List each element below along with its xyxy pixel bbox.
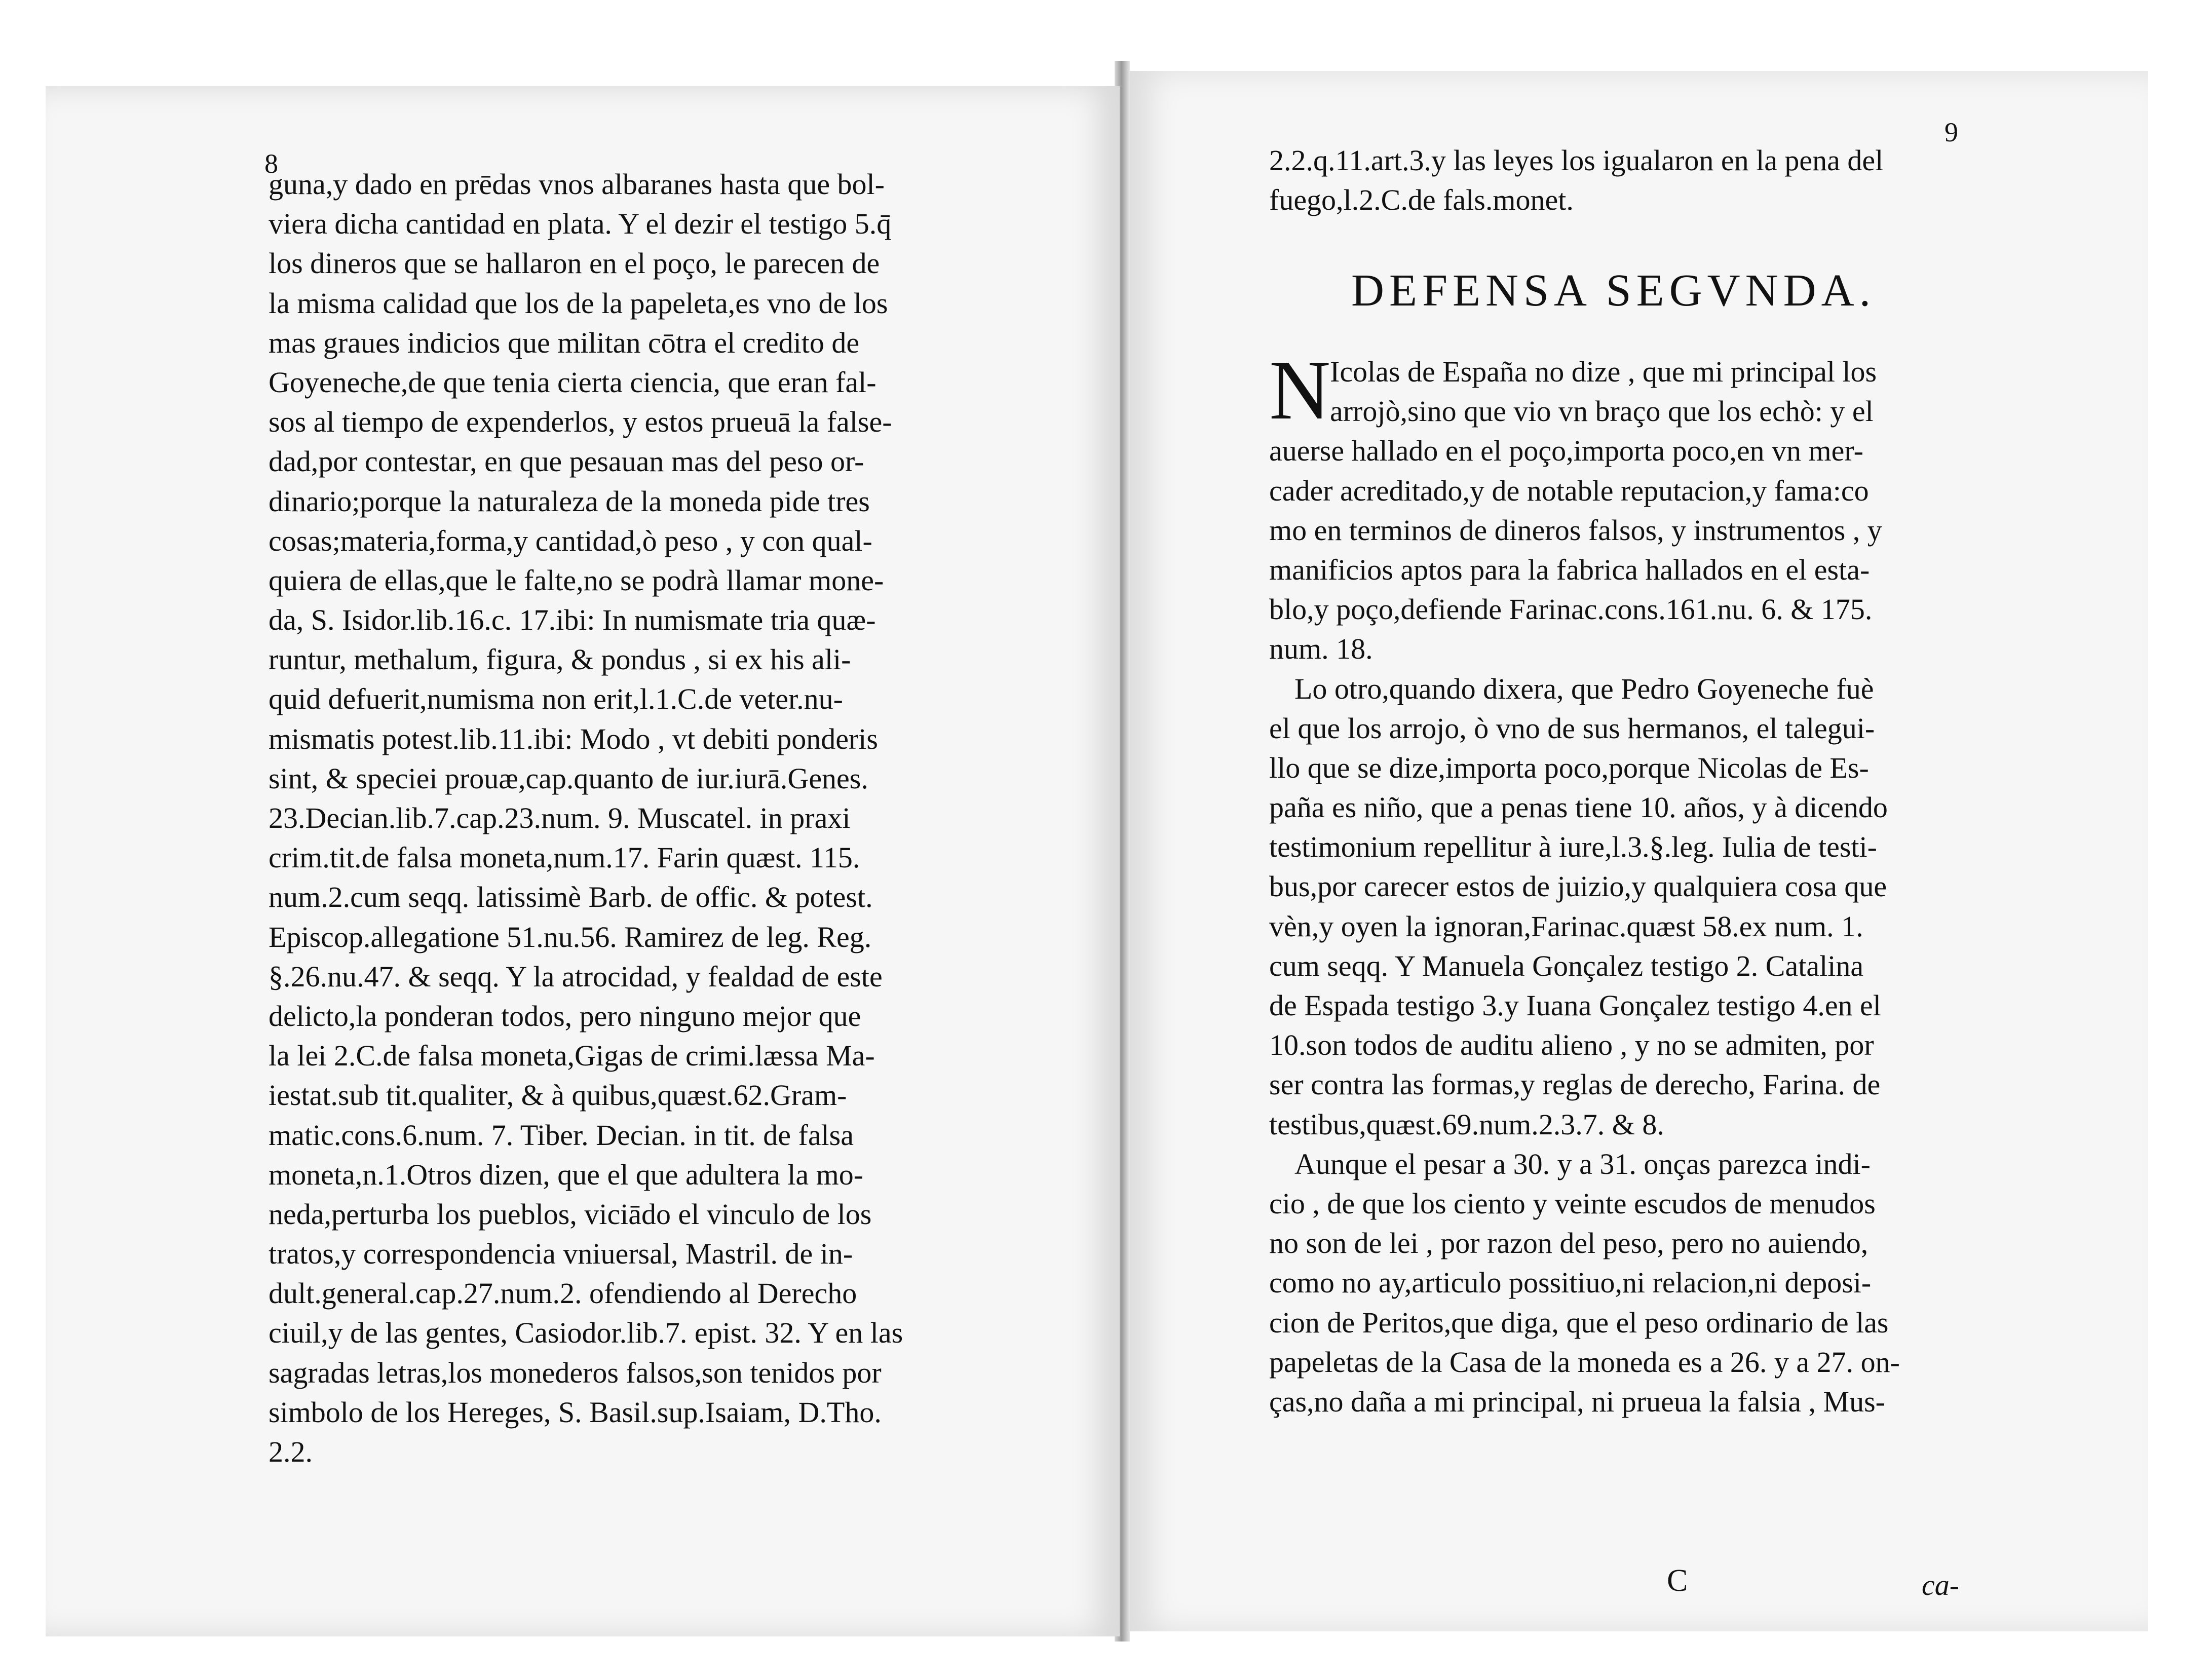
left-page-text-line: delicto,la ponderan todos, pero ninguno mejor que	[269, 999, 861, 1033]
left-page-text-line: simbolo de los Hereges, S. Basil.sup.Isaiam, D.Tho.	[269, 1395, 882, 1429]
right-page-text-line: cion de Peritos,que diga, que el peso ordinario de las	[1269, 1306, 1889, 1339]
left-page-text-line: crim.tit.de falsa moneta,num.17. Farin quæst. 115.	[269, 841, 860, 874]
right-page-text-line: cio , de que los ciento y veinte escudos de menudos	[1269, 1187, 1876, 1220]
left-page-text-line: moneta,n.1.Otros dizen, que el que adultera la mo-	[269, 1158, 864, 1191]
right-page-top-text-line: 2.2.q.11.art.3.y las leyes los igualaron en la pena del	[1269, 144, 1884, 177]
left-page-text-line: dad,por contestar, en que pesauan mas del peso or-	[269, 445, 864, 478]
left-page-text-line: los dineros que se hallaron en el poço, le parecen de	[269, 247, 880, 280]
left-page-text-line: quiera de ellas,que le falte,no se podrà llamar mone-	[269, 563, 884, 597]
left-page-text-line: num.2.cum seqq. latissimè Barb. de offic. & potest.	[269, 881, 873, 914]
left-page-text-line: iestat.sub tit.qualiter, & à quibus,quæst.62.Gram-	[269, 1079, 847, 1112]
right-page-text-line: papeletas de la Casa de la moneda es a 26. y a 27. on-	[1269, 1345, 1900, 1379]
right-page-text-line: paña es niño, que a penas tiene 10. años, y à dicendo	[1269, 791, 1888, 824]
left-page-text-line: dinario;porque la naturaleza de la moneda pide tres	[269, 484, 870, 518]
right-page-text-line: Aunque el pesar a 30. y a 31. onças parezca indi-	[1294, 1147, 1871, 1180]
left-page-text-line: guna,y dado en prēdas vnos albaranes hasta que bol-	[269, 168, 885, 201]
left-page-text-line: Episcop.allegatione 51.nu.56. Ramirez de leg. Reg.	[269, 920, 872, 953]
left-page-text-line: matic.cons.6.num. 7. Tiber. Decian. in tit. de falsa	[269, 1118, 854, 1152]
left-page-text-line: 2.2.	[269, 1435, 313, 1468]
page-number-right: 9	[1944, 117, 1958, 147]
right-page-text-line: no son de lei , por razon del peso, pero no auiendo,	[1269, 1227, 1868, 1260]
left-page-text-line: runtur, methalum, figura, & pondus , si ex his ali-	[269, 643, 851, 676]
left-page-text-line: viera dicha cantidad en plata. Y el dezir el testigo 5.q̄	[269, 207, 892, 241]
left-page-text-line: §.26.nu.47. & seqq. Y la atrocidad, y fealdad de este	[269, 960, 883, 993]
left-page-text-line: la misma calidad que los de la papeleta,es vno de los	[269, 286, 888, 320]
left-page-text-line: neda,perturba los pueblos, viciādo el vinculo de los	[269, 1197, 872, 1231]
left-page-text-line: mismatis potest.lib.11.ibi: Modo , vt debiti ponderis	[269, 722, 878, 755]
right-top-text-block	[1269, 141, 1883, 220]
right-text-block	[1269, 343, 1900, 1422]
left-page-text-line: 23.Decian.lib.7.cap.23.num. 9. Muscatel. in praxi	[269, 801, 851, 834]
right-page-text-line: Icolas de España no dize , que mi principal los	[1330, 355, 1877, 388]
left-page-text-line: tratos,y correspondencia vniuersal, Mastril. de in-	[269, 1237, 853, 1271]
right-page-text-line: 10.son todos de auditu alieno , y no se admiten, por	[1269, 1028, 1874, 1062]
right-page-text-line: vèn,y oyen la ignoran,Farinac.quæst 58.ex num. 1.	[1269, 909, 1863, 943]
right-page-text-line: num. 18.	[1269, 632, 1373, 666]
left-text-block	[269, 165, 903, 1472]
left-page-text-line: cosas;materia,forma,y cantidad,ò peso , y con qual-	[269, 524, 872, 557]
catchword: ca-	[1922, 1569, 1960, 1601]
drop-cap: N	[1269, 343, 1331, 437]
right-page-text-line: llo que se dize,importa poco,porque Nicolas de Es-	[1269, 751, 1869, 784]
left-page-text-line: ciuil,y de las gentes, Casiodor.lib.7. epist. 32. Y en las	[269, 1316, 903, 1350]
page-number-left: 8	[264, 148, 278, 179]
right-page-text-line: bus,por carecer estos de juizio,y qualquiera cosa que	[1269, 870, 1887, 903]
right-page-text-line: cader acreditado,y de notable reputacion,y fama:co	[1269, 474, 1869, 507]
left-page-text-line: sagradas letras,los monederos falsos,son tenidos por	[269, 1356, 882, 1389]
right-page-text-line: testimonium repellitur à iure,l.3.§.leg. Iulia de testi-	[1269, 830, 1877, 864]
left-page-text-line: mas graues indicios que militan cōtra el credito de	[269, 326, 860, 359]
left-page-text-line: quid defuerit,numisma non erit,l.1.C.de veter.nu-	[269, 682, 843, 716]
right-page-text-line: Lo otro,quando dixera, que Pedro Goyeneche fuè	[1294, 672, 1874, 705]
left-page-text-line: Goyeneche,de que tenia cierta ciencia, que eran fal-	[269, 365, 876, 399]
right-page-text-line: ser contra las formas,y reglas de derecho, Farina. de	[1269, 1068, 1881, 1101]
right-page-text-line: como no ay,articulo possitiuo,ni relacion,ni deposi-	[1269, 1266, 1872, 1300]
left-page-text-line: la lei 2.C.de falsa moneta,Gigas de crimi.læssa Ma-	[269, 1039, 875, 1073]
right-page-text-line: auerse hallado en el poço,importa poco,en vn mer-	[1269, 434, 1863, 468]
right-page-text-line: arrojò,sino que vio vn braço que los echò: y el	[1330, 395, 1874, 428]
signature-mark: C	[1667, 1563, 1688, 1598]
right-page-text-line: manificios aptos para la fabrica hallados en el esta-	[1269, 553, 1870, 586]
right-page-text-line: testibus,quæst.69.num.2.3.7. & 8.	[1269, 1108, 1664, 1141]
left-page-text-line: sint, & speciei prouæ,cap.quanto de iur.iurā.Genes.	[269, 761, 868, 795]
left-page	[46, 86, 1120, 1636]
right-page-text-line: ças,no daña a mi principal, ni prueua la falsia , Mus-	[1269, 1385, 1885, 1418]
right-page	[1130, 71, 2148, 1631]
right-page-text-line: mo en terminos de dineros falsos, y instrumentos , y	[1269, 513, 1882, 547]
right-page-text-line: el que los arrojo, ò vno de sus hermanos, el talegui-	[1269, 711, 1875, 745]
section-heading: DEFENSA SEGVNDA.	[1351, 265, 1876, 316]
left-page-text-line: da, S. Isidor.lib.16.c. 17.ibi: In numismate tria quæ-	[269, 603, 876, 637]
right-page-text-line: de Espada testigo 3.y Iuana Gonçalez testigo 4.en el	[1269, 989, 1881, 1022]
right-page-text-line: blo,y poço,defiende Farinac.cons.161.nu. 6. & 175.	[1269, 593, 1873, 626]
right-page-text-line: cum seqq. Y Manuela Gonçalez testigo 2. Catalina	[1269, 949, 1864, 982]
left-page-text-line: sos al tiempo de expenderlos, y estos prueuā la false-	[269, 405, 892, 439]
right-page-top-text-line: fuego,l.2.C.de fals.monet.	[1269, 183, 1574, 217]
left-page-text-line: dult.general.cap.27.num.2. ofendiendo al Derecho	[269, 1277, 857, 1310]
